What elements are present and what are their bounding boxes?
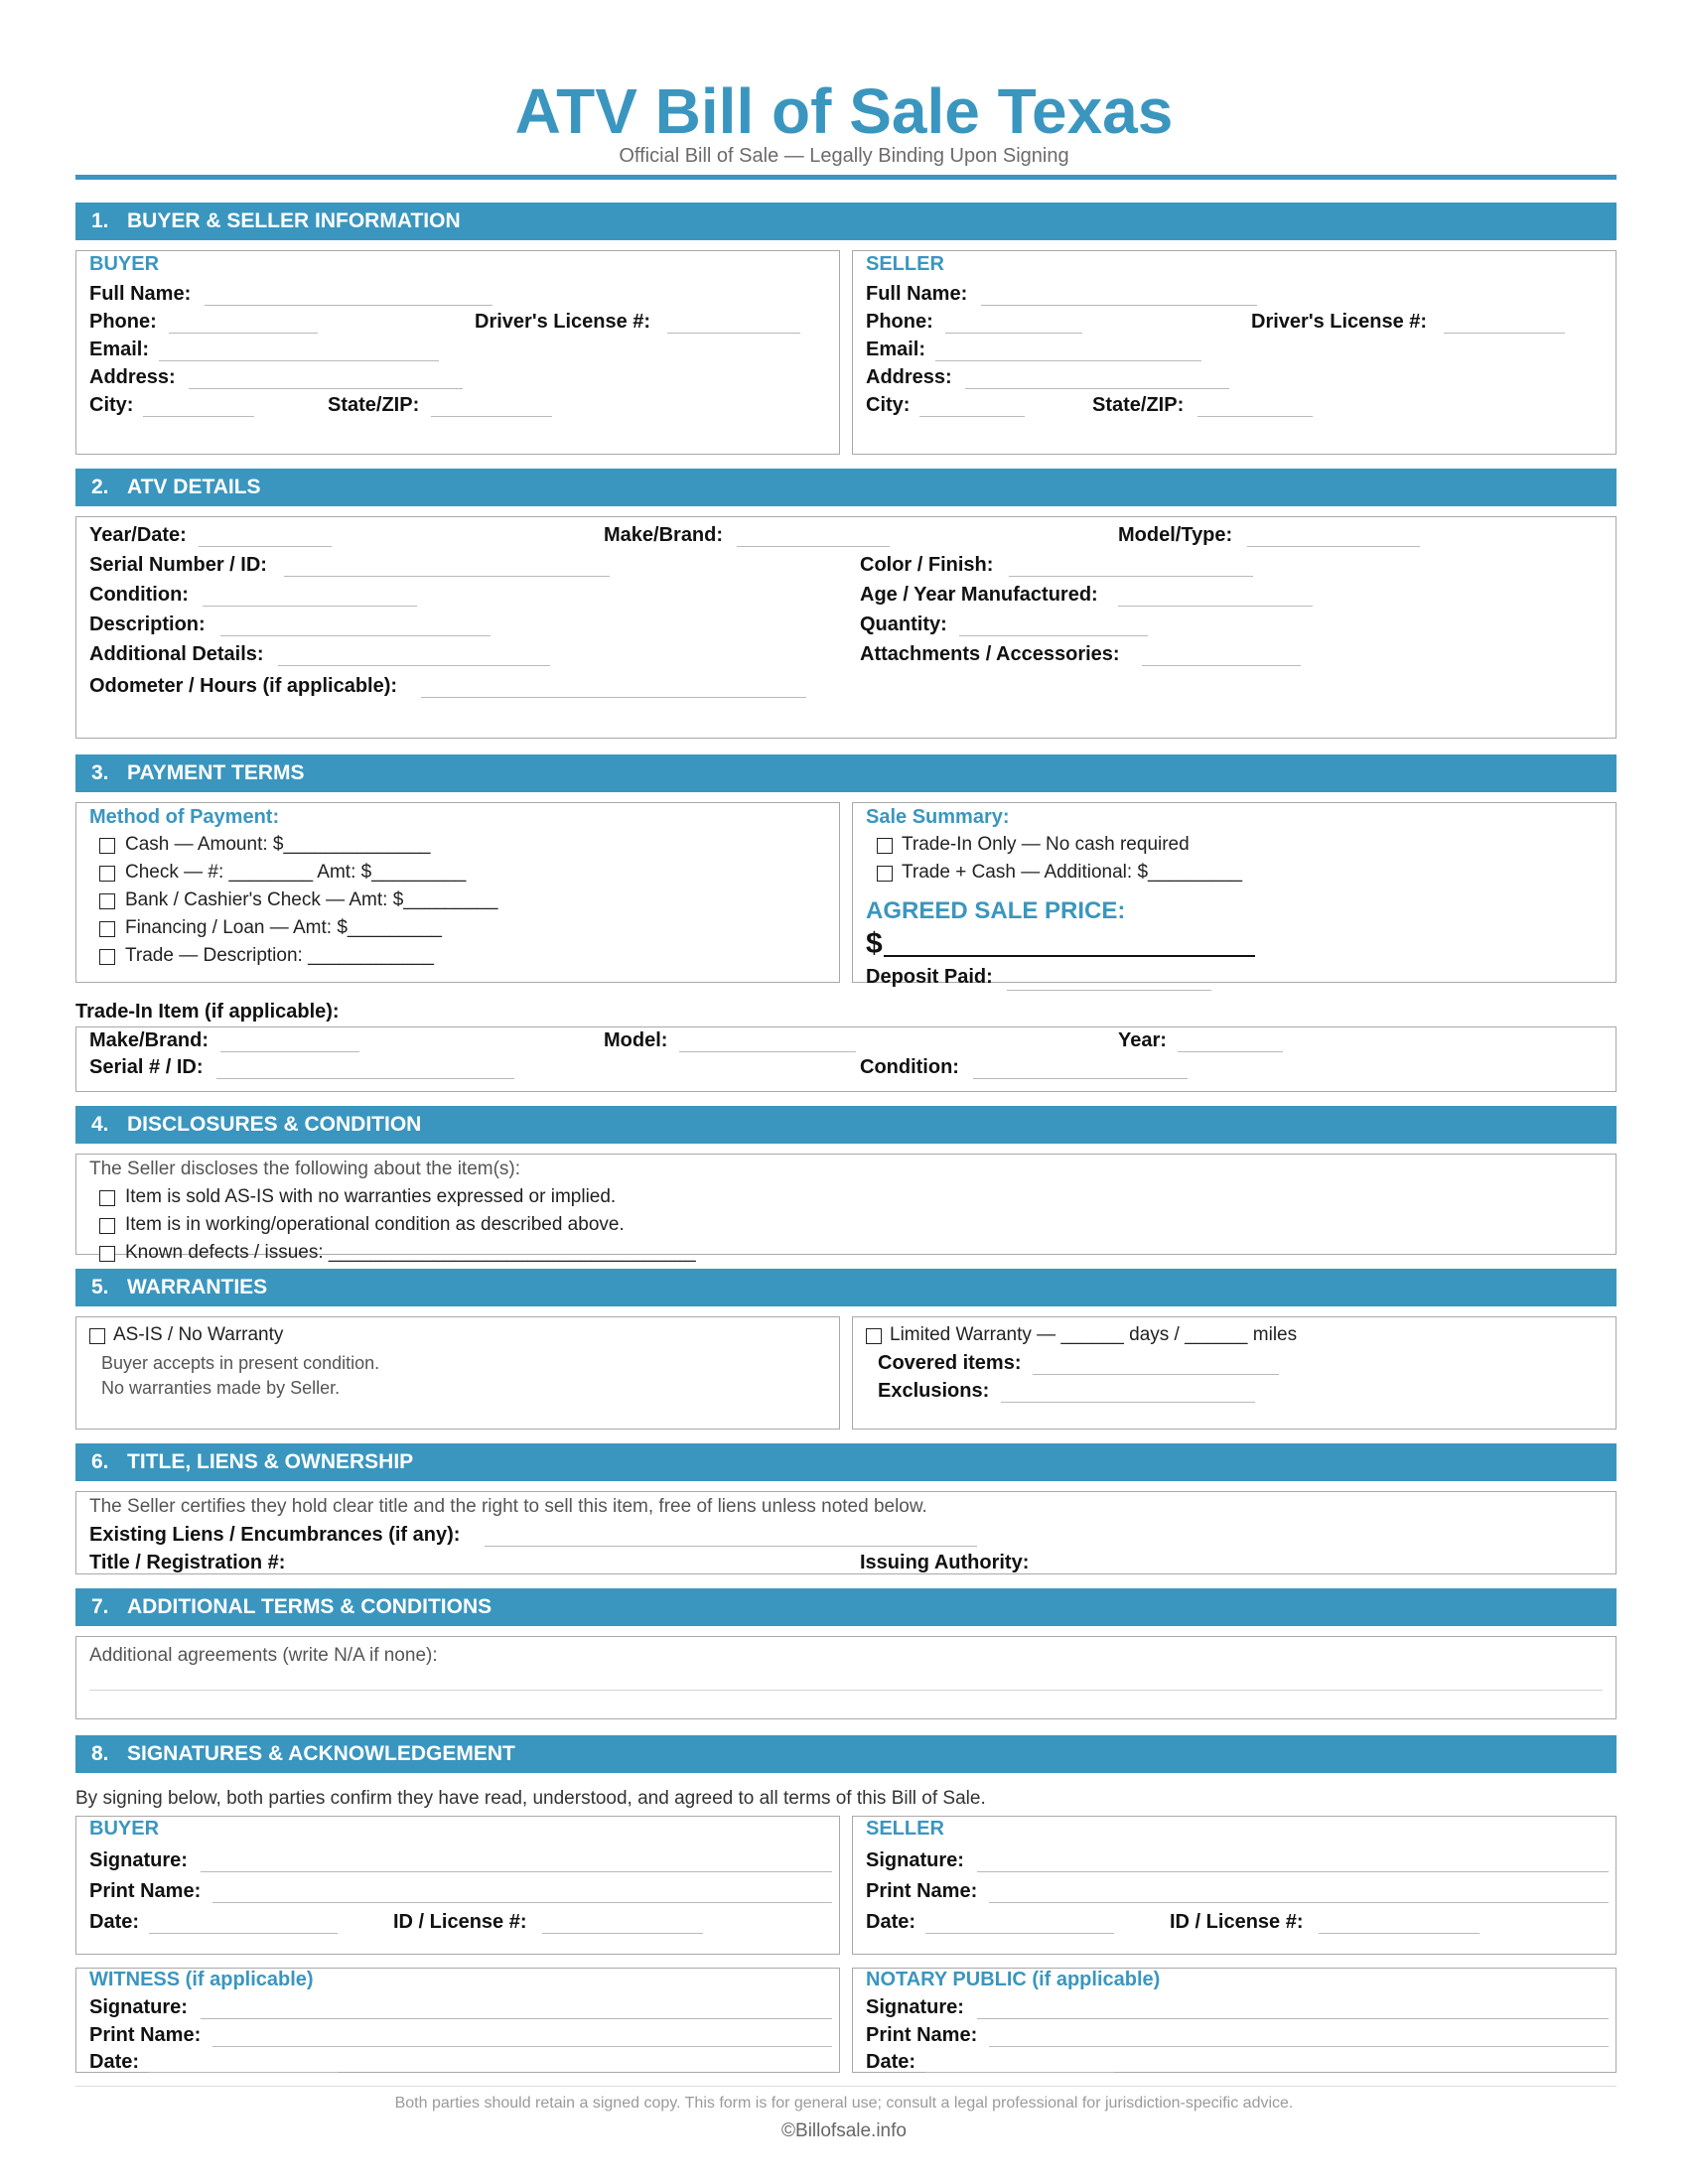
trade-plus-cash-label: Trade + Cash — Additional: $_________ xyxy=(902,862,1243,883)
as-is-disclosure-checkbox[interactable] xyxy=(99,1190,115,1206)
witness-date-field[interactable] xyxy=(149,2072,338,2073)
trade-in-only-checkbox[interactable] xyxy=(877,838,893,854)
buyer-address-label: Address: xyxy=(89,366,176,388)
sale-summary-heading: Sale Summary: xyxy=(866,806,1010,828)
seller-phone-label: Phone: xyxy=(866,311,933,333)
signatures-intro: By signing below, both parties confirm they have read, understood, and agreed to all terms of this Bill of Sale. xyxy=(75,1788,986,1809)
buyer-phone-field[interactable] xyxy=(169,333,318,334)
exclusions-field[interactable] xyxy=(1001,1402,1255,1403)
buyer-city-label: City: xyxy=(89,394,134,416)
trade-in-year-field[interactable] xyxy=(1178,1051,1283,1052)
as-is-note-1: Buyer accepts in present condition. xyxy=(101,1353,380,1373)
atv-color-field[interactable] xyxy=(1009,576,1253,577)
trade-in-make-field[interactable] xyxy=(220,1051,359,1052)
atv-condition-field[interactable] xyxy=(203,606,417,607)
atv-year-field[interactable] xyxy=(199,546,332,547)
notary-signature-field[interactable] xyxy=(977,2018,1609,2019)
notary-date-field[interactable] xyxy=(925,2072,1114,2073)
title-registration-label: Title / Registration #: xyxy=(89,1552,286,1573)
seller-full-name-field[interactable] xyxy=(981,305,1257,306)
known-defects-checkbox[interactable] xyxy=(99,1246,115,1262)
seller-signature-field[interactable] xyxy=(977,1871,1609,1872)
bank-check-checkbox[interactable] xyxy=(99,893,115,909)
atv-description-label: Description: xyxy=(89,614,206,635)
trade-in-condition-label: Condition: xyxy=(860,1056,959,1078)
covered-items-field[interactable] xyxy=(1033,1374,1279,1375)
seller-heading: SELLER xyxy=(866,253,944,275)
atv-additional-label: Additional Details: xyxy=(89,643,264,665)
trade-option-label: Trade — Description: ____________ xyxy=(125,945,434,966)
witness-print-name-label: Print Name: xyxy=(89,2024,202,2046)
notary-heading: NOTARY PUBLIC (if applicable) xyxy=(866,1969,1161,1990)
buyer-signature-label: Signature: xyxy=(89,1849,188,1871)
section-header-payment-terms: 3. PAYMENT TERMS xyxy=(75,754,1617,792)
trade-in-condition-field[interactable] xyxy=(973,1078,1188,1079)
financing-checkbox[interactable] xyxy=(99,921,115,937)
atv-attachments-label: Attachments / Accessories: xyxy=(860,643,1120,665)
atv-odometer-label: Odometer / Hours (if applicable): xyxy=(89,675,398,697)
page-title: ATV Bill of Sale Texas xyxy=(514,75,1174,147)
limited-warranty-checkbox[interactable] xyxy=(866,1328,882,1344)
atv-model-label: Model/Type: xyxy=(1118,524,1233,546)
section-header-buyer-seller: 1. BUYER & SELLER INFORMATION xyxy=(75,203,1617,240)
buyer-heading: BUYER xyxy=(89,253,160,275)
buyer-full-name-field[interactable] xyxy=(205,305,492,306)
issuing-authority-label: Issuing Authority: xyxy=(860,1552,1030,1573)
buyer-date-field[interactable] xyxy=(149,1933,338,1934)
cash-checkbox[interactable] xyxy=(99,838,115,854)
seller-address-field[interactable] xyxy=(965,388,1229,389)
payment-method-heading: Method of Payment: xyxy=(89,806,280,828)
atv-color-label: Color / Finish: xyxy=(860,554,994,576)
seller-city-label: City: xyxy=(866,394,911,416)
buyer-state-zip-field[interactable] xyxy=(431,416,552,417)
seller-signature-label: Signature: xyxy=(866,1849,964,1871)
trade-in-model-label: Model: xyxy=(604,1029,668,1051)
witness-print-name-field[interactable] xyxy=(212,2046,832,2047)
seller-phone-field[interactable] xyxy=(945,333,1082,334)
working-condition-checkbox[interactable] xyxy=(99,1218,115,1234)
header-rule xyxy=(75,175,1617,180)
buyer-address-field[interactable] xyxy=(189,388,463,389)
buyer-signature-field[interactable] xyxy=(201,1871,832,1872)
section-header-atv-details: 2. ATV DETAILS xyxy=(75,469,1617,506)
atv-make-label: Make/Brand: xyxy=(604,524,724,546)
notary-date-label: Date: xyxy=(866,2051,916,2073)
atv-quantity-field[interactable] xyxy=(959,635,1148,636)
existing-liens-label: Existing Liens / Encumbrances (if any): xyxy=(89,1524,461,1546)
buyer-city-field[interactable] xyxy=(143,416,254,417)
seller-info-box xyxy=(852,250,1617,455)
buyer-info-box xyxy=(75,250,840,455)
seller-address-label: Address: xyxy=(866,366,952,388)
notary-signature-label: Signature: xyxy=(866,1996,964,2018)
limited-warranty-label: Limited Warranty — ______ days / ______ miles xyxy=(890,1324,1298,1345)
page-subtitle: Official Bill of Sale — Legally Binding Upon Signing xyxy=(619,145,1069,167)
agreed-sale-price-field[interactable] xyxy=(884,955,1255,957)
seller-email-field[interactable] xyxy=(935,360,1201,361)
as-is-note-2: No warranties made by Seller. xyxy=(101,1378,341,1398)
trade-plus-cash-checkbox[interactable] xyxy=(877,866,893,882)
buyer-id-license-label: ID / License #: xyxy=(393,1911,527,1933)
buyer-signature-heading: BUYER xyxy=(89,1818,160,1840)
atv-serial-label: Serial Number / ID: xyxy=(89,554,267,576)
seller-date-field[interactable] xyxy=(925,1933,1114,1934)
buyer-print-name-label: Print Name: xyxy=(89,1880,202,1902)
buyer-full-name-label: Full Name: xyxy=(89,283,192,305)
notary-print-name-field[interactable] xyxy=(989,2046,1609,2047)
witness-signature-field[interactable] xyxy=(201,2018,832,2019)
working-condition-label: Item is in working/operational condition as described above. xyxy=(125,1214,625,1235)
cash-option-label: Cash — Amount: $______________ xyxy=(125,834,431,855)
section-header-warranties: 5. WARRANTIES xyxy=(75,1269,1617,1306)
check-checkbox[interactable] xyxy=(99,866,115,882)
atv-age-label: Age / Year Manufactured: xyxy=(860,584,1098,606)
buyer-license-field[interactable] xyxy=(667,333,800,334)
as-is-warranty-label: AS-IS / No Warranty xyxy=(113,1324,284,1345)
buyer-id-license-field[interactable] xyxy=(542,1933,703,1934)
financing-option-label: Financing / Loan — Amt: $_________ xyxy=(125,917,443,938)
buyer-license-label: Driver's License #: xyxy=(475,311,651,333)
trade-in-year-label: Year: xyxy=(1118,1029,1167,1051)
atv-description-field[interactable] xyxy=(220,635,491,636)
atv-quantity-label: Quantity: xyxy=(860,614,947,635)
atv-year-label: Year/Date: xyxy=(89,524,187,546)
witness-date-label: Date: xyxy=(89,2051,140,2073)
bank-check-option-label: Bank / Cashier's Check — Amt: $_________ xyxy=(125,889,498,910)
seller-date-label: Date: xyxy=(866,1911,916,1933)
exclusions-label: Exclusions: xyxy=(878,1380,990,1402)
trade-in-model-field[interactable] xyxy=(679,1051,856,1052)
section-header-signatures: 8. SIGNATURES & ACKNOWLEDGEMENT xyxy=(75,1735,1617,1773)
trade-in-only-label: Trade-In Only — No cash required xyxy=(902,834,1190,855)
buyer-phone-label: Phone: xyxy=(89,311,157,333)
footer-note: Both parties should retain a signed copy. This form is for general use; consult a legal professional for jurisdiction-specific advice. xyxy=(394,2095,1294,2112)
deposit-paid-field[interactable] xyxy=(1007,990,1211,991)
trade-in-make-label: Make/Brand: xyxy=(89,1029,210,1051)
agreed-sale-price-heading: AGREED SALE PRICE: xyxy=(866,897,1126,924)
seller-id-license-label: ID / License #: xyxy=(1170,1911,1304,1933)
atv-condition-label: Condition: xyxy=(89,584,189,606)
atv-serial-field[interactable] xyxy=(284,576,610,577)
seller-id-license-field[interactable] xyxy=(1319,1933,1479,1934)
atv-additional-field[interactable] xyxy=(278,665,550,666)
witness-signature-label: Signature: xyxy=(89,1996,188,2018)
buyer-date-label: Date: xyxy=(89,1911,140,1933)
seller-city-field[interactable] xyxy=(919,416,1025,417)
buyer-state-zip-label: State/ZIP: xyxy=(328,394,420,416)
agreed-sale-price-dollar: $ xyxy=(866,927,883,960)
seller-print-name-label: Print Name: xyxy=(866,1880,978,1902)
seller-print-name-field[interactable] xyxy=(989,1902,1609,1903)
seller-state-zip-label: State/ZIP: xyxy=(1092,394,1185,416)
deposit-paid-label: Deposit Paid: xyxy=(866,966,993,988)
buyer-email-field[interactable] xyxy=(159,360,439,361)
seller-email-label: Email: xyxy=(866,339,926,360)
atv-make-field[interactable] xyxy=(737,546,890,547)
atv-details-box xyxy=(75,516,1617,739)
known-defects-label: Known defects / issues: ___________________________________ xyxy=(125,1242,696,1263)
trade-in-box xyxy=(75,1026,1617,1092)
section-header-title-liens: 6. TITLE, LIENS & OWNERSHIP xyxy=(75,1443,1617,1481)
section-header-additional-terms: 7. ADDITIONAL TERMS & CONDITIONS xyxy=(75,1588,1617,1626)
additional-terms-prompt: Additional agreements (write N/A if none): xyxy=(89,1645,438,1666)
disclosures-intro: The Seller discloses the following about the item(s): xyxy=(89,1159,521,1179)
trade-in-serial-label: Serial # / ID: xyxy=(89,1056,204,1078)
buyer-email-label: Email: xyxy=(89,339,150,360)
buyer-print-name-field[interactable] xyxy=(212,1902,832,1903)
as-is-warranty-checkbox[interactable] xyxy=(89,1328,105,1344)
as-is-disclosure-label: Item is sold AS-IS with no warranties expressed or implied. xyxy=(125,1186,617,1207)
section-header-disclosures: 4. DISCLOSURES & CONDITION xyxy=(75,1106,1617,1144)
atv-model-field[interactable] xyxy=(1247,546,1420,547)
atv-attachments-field[interactable] xyxy=(1142,665,1301,666)
existing-liens-field[interactable] xyxy=(485,1546,977,1547)
check-option-label: Check — #: ________ Amt: $_________ xyxy=(125,862,467,883)
additional-terms-field[interactable] xyxy=(89,1690,1603,1691)
notary-print-name-label: Print Name: xyxy=(866,2024,978,2046)
seller-full-name-label: Full Name: xyxy=(866,283,968,305)
trade-in-serial-field[interactable] xyxy=(216,1078,514,1079)
seller-signature-heading: SELLER xyxy=(866,1818,944,1840)
witness-heading: WITNESS (if applicable) xyxy=(89,1969,314,1990)
seller-license-label: Driver's License #: xyxy=(1251,311,1428,333)
seller-license-field[interactable] xyxy=(1444,333,1565,334)
atv-age-field[interactable] xyxy=(1118,606,1313,607)
title-liens-intro: The Seller certifies they hold clear title and the right to sell this item, free of liens unless noted below. xyxy=(89,1496,927,1517)
covered-items-label: Covered items: xyxy=(878,1352,1022,1374)
trade-in-heading: Trade-In Item (if applicable): xyxy=(75,1001,340,1023)
seller-state-zip-field[interactable] xyxy=(1197,416,1313,417)
footer-copyright: ©Billofsale.info xyxy=(781,2120,907,2141)
footer-divider xyxy=(75,2086,1617,2087)
atv-odometer-field[interactable] xyxy=(421,697,806,698)
trade-checkbox[interactable] xyxy=(99,949,115,965)
